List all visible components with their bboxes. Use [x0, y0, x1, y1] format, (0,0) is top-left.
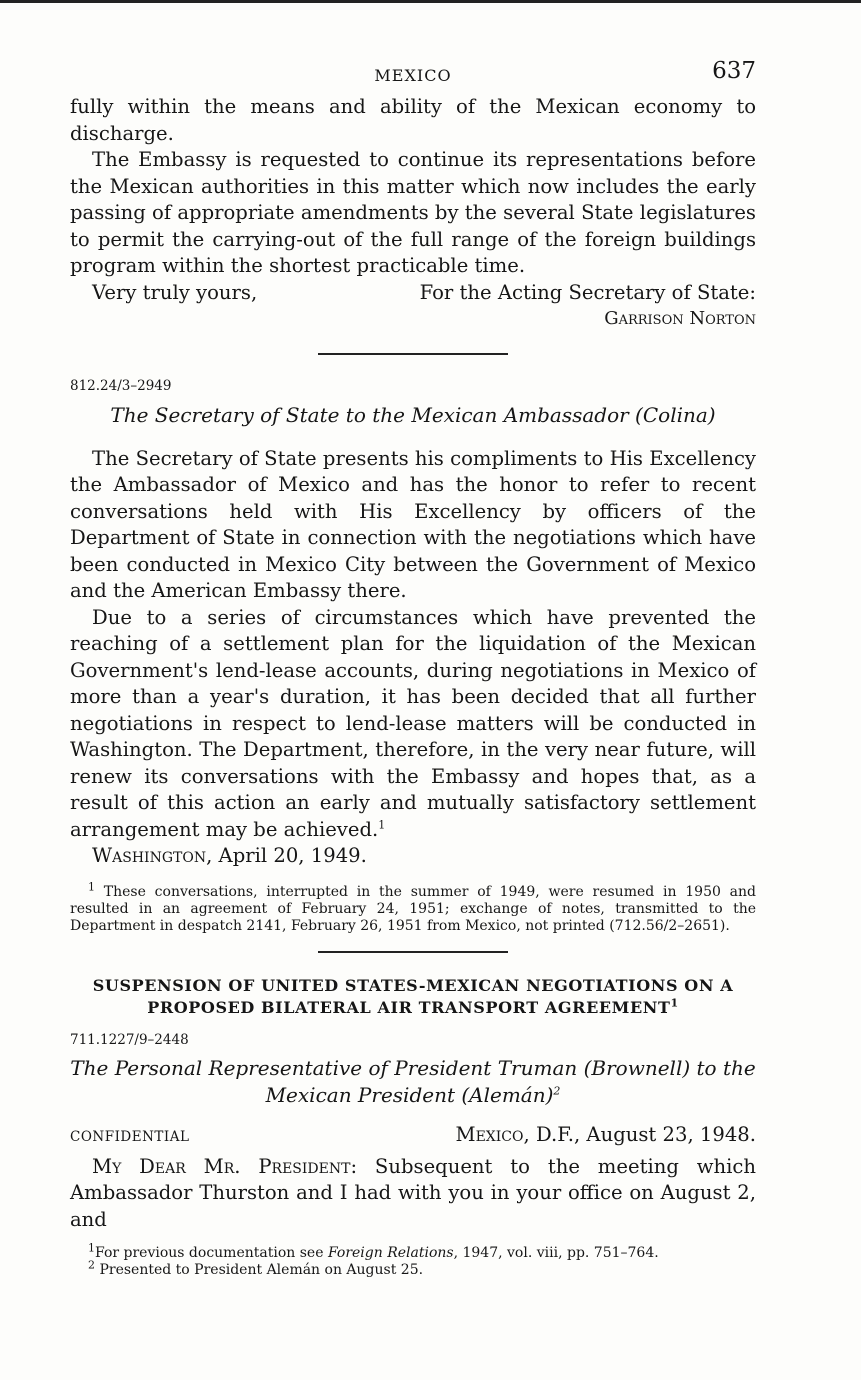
footnote-1: [70, 1241, 756, 1262]
running-title: MEXICO: [374, 66, 452, 85]
footnote-marker: 1: [88, 1241, 95, 1255]
footnote-marker: 1: [88, 879, 95, 893]
footnote-marker: 2: [88, 1258, 95, 1272]
signature-line: For the Acting Secretary of State:: [419, 280, 756, 304]
footnote-text: Presented to President Alemán on August 25.: [99, 1262, 424, 1278]
date: , D.F., August 23, 1948.: [523, 1122, 756, 1146]
section-title-line-2: [70, 997, 756, 1019]
section-title-line-1: SUSPENSION OF UNITED STATES-MEXICAN NEGOTIATIONS ON A: [92, 975, 734, 995]
place: Washington: [92, 844, 207, 867]
file-number: 812.24/3–2949: [70, 377, 172, 394]
footnote-italic-title: Foreign Relations: [327, 1245, 454, 1261]
footnote-1: [70, 879, 756, 935]
footnote-reference: 1: [670, 996, 679, 1010]
document-heading-line-2-text: Mexican President (Alemán): [265, 1082, 554, 1107]
footnote-text: These conversations, interrupted in the summer of 1949, were resumed in 1950 and resulted in an agreement of February 24, 1951; exchange of notes, transmitted to the Department in despatch 2141, February 26, 1951 from Mexico, not printed (712.56/2–2651).: [70, 883, 756, 934]
letter-opening: [70, 1154, 756, 1234]
place: Mexico: [455, 1122, 524, 1146]
footnote-reference: 2: [553, 1083, 561, 1097]
footnote-citation: , 1947, vol. viii, pp. 751–764.: [453, 1245, 659, 1261]
footnote-2: [70, 1258, 756, 1279]
doc2-paragraph-2: [70, 605, 756, 844]
document-page: [70, 58, 756, 1279]
footnote-text: For previous documentation see: [95, 1245, 328, 1261]
letter1-closing: [70, 280, 756, 307]
running-header: [70, 58, 756, 94]
salutation: My Dear Mr. President: [92, 1154, 351, 1178]
date: , April 20, 1949.: [206, 844, 367, 867]
classification: CONFIDENTIAL: [70, 1128, 190, 1145]
page-top-border: [0, 0, 861, 3]
page-number: 637: [712, 58, 756, 84]
file-number: 711.1227/9–2448: [70, 1031, 189, 1048]
document-heading: The Secretary of State to the Mexican Ambassador (Colina): [110, 402, 716, 427]
section-title-line-2-text: PROPOSED BILATERAL AIR TRANSPORT AGREEMENT: [147, 997, 671, 1017]
complimentary-close: Very truly yours,: [92, 280, 258, 304]
letter1-paragraph-1: fully within the means and ability of the Mexican economy to discharge.: [70, 95, 756, 145]
doc2-paragraph-1: The Secretary of State presents his compliments to His Excellency the Ambassador of Mexico and has the honor to refer to recent conversations held with His Excellency by officers of the Department of State in connection with the negotiations which have been conducted in Mexico City between the Government of Mexico and the American Embassy there.: [70, 446, 756, 602]
doc2-paragraph-2-text: Due to a series of circumstances which have prevented the reaching of a settlement plan for the liquidation of the Mexican Government's lend-lease accounts, during negotiations in Mexico of more than a year's duration, it has been decided that all further negotiations in respect to lend-lease matters will be conducted in Washington. The Department, therefore, in the very near future, will renew its conversations with the Embassy and hopes that, as a result of this action an early and mutually satisfactory settlement arrangement may be achieved.: [70, 605, 756, 841]
letter1-paragraph-2: The Embassy is requested to continue its representations before the Mexican authorities in this matter which now includes the early passing of appropriate amendments by the several State legislatures to permit the carrying-out of the full range of the foreign buildings program within the shortest practicable time.: [70, 148, 756, 277]
signer-name: Garrison Norton: [604, 307, 756, 329]
classification-row: [70, 1123, 756, 1150]
footnote-reference: 1: [378, 817, 386, 831]
place-date-line: [456, 1123, 756, 1146]
document-heading-line-1: The Personal Representative of President Truman (Brownell) to the: [70, 1055, 756, 1080]
letter-body: : Subsequent to the meeting which Ambassador Thurston and I had with you in your office on August 2, and: [70, 1154, 757, 1231]
place-date-line: [70, 843, 756, 870]
document-heading-line-2: [70, 1082, 756, 1109]
